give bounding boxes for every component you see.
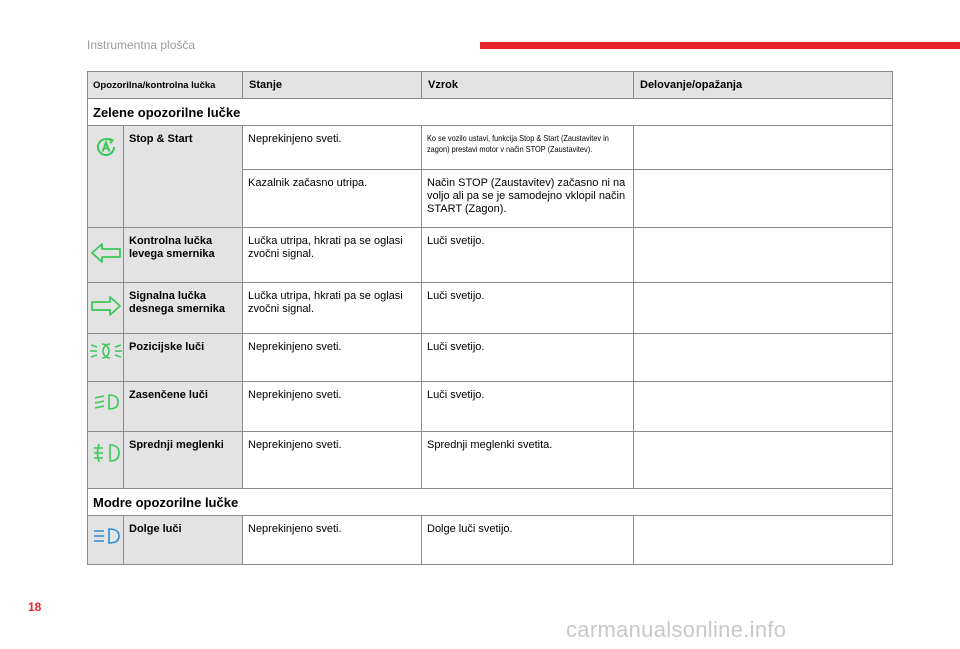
group-row-green <box>88 99 893 126</box>
column-header-state: Stanje <box>243 72 422 99</box>
group-title-green: Zelene opozorilne lučke <box>88 99 893 126</box>
group-row-blue <box>88 489 893 516</box>
section-accent-bar <box>480 42 960 49</box>
state-cell: Kazalnik začasno utripa. <box>243 170 422 228</box>
right-turn-signal-icon <box>90 295 122 317</box>
icon-cell <box>88 228 124 283</box>
column-header-action: Delovanje/opažanja <box>634 72 893 99</box>
icon-cell <box>88 126 124 228</box>
left-turn-signal-icon <box>90 242 122 264</box>
action-cell <box>634 126 893 170</box>
cause-cell: Sprednji meglenki svetita. <box>422 432 634 489</box>
warning-lights-table <box>87 71 893 565</box>
state-cell: Neprekinjeno sveti. <box>243 382 422 432</box>
lamp-name: Pozicijske luči <box>124 334 243 382</box>
table-header-row <box>88 72 893 99</box>
position-lights-icon <box>89 341 123 361</box>
page-number: 18 <box>28 600 42 614</box>
table-row <box>88 228 893 283</box>
action-cell <box>634 432 893 489</box>
icon-cell <box>88 283 124 334</box>
cause-cell: Luči svetijo. <box>422 283 634 334</box>
cause-cell: Luči svetijo. <box>422 228 634 283</box>
lamp-name: Signalna lučka desnega smernika <box>124 283 243 334</box>
cause-text: Ko se vozilo ustavi, funkcija Stop & Start (Zaustavitev in zagon) prestavi motor v način STOP (Zaustavitev). <box>427 133 609 154</box>
state-cell: Neprekinjeno sveti. <box>243 334 422 382</box>
table-row <box>88 516 893 565</box>
cause-cell <box>422 126 634 170</box>
column-header-cause: Vzrok <box>422 72 634 99</box>
state-cell: Neprekinjeno sveti. <box>243 432 422 489</box>
main-beam-icon <box>91 526 121 546</box>
lamp-name: Stop & Start <box>124 126 243 228</box>
section-title: Instrumentna plošča <box>87 38 196 52</box>
lamp-name: Zasenčene luči <box>124 382 243 432</box>
table-row <box>88 283 893 334</box>
cause-cell: Luči svetijo. <box>422 334 634 382</box>
action-cell <box>634 170 893 228</box>
state-cell: Neprekinjeno sveti. <box>243 126 422 170</box>
state-cell: Lučka utripa, hkrati pa se oglasi zvočni signal. <box>243 283 422 334</box>
action-cell <box>634 228 893 283</box>
stop-start-icon <box>94 135 118 159</box>
state-cell: Neprekinjeno sveti. <box>243 516 422 565</box>
state-cell: Lučka utripa, hkrati pa se oglasi zvočni signal. <box>243 228 422 283</box>
action-cell <box>634 382 893 432</box>
dipped-beam-icon <box>92 392 120 412</box>
lamp-name: Kontrolna lučka levega smernika <box>124 228 243 283</box>
table-row <box>88 126 893 170</box>
cause-cell: Način STOP (Zaustavitev) začasno ni na voljo ali pa se je samodejno vklopil način START (Zagon). <box>422 170 634 228</box>
lamp-name: Dolge luči <box>124 516 243 565</box>
table-row <box>88 382 893 432</box>
table-row <box>88 334 893 382</box>
front-fog-lamp-icon <box>92 442 120 464</box>
table-row <box>88 432 893 489</box>
lamp-name: Sprednji meglenki <box>124 432 243 489</box>
action-cell <box>634 516 893 565</box>
cause-cell: Luči svetijo. <box>422 382 634 432</box>
action-cell <box>634 283 893 334</box>
icon-cell <box>88 382 124 432</box>
icon-cell <box>88 516 124 565</box>
icon-cell <box>88 432 124 489</box>
action-cell <box>634 334 893 382</box>
column-header-lamp: Opozorilna/kontrolna lučka <box>88 72 243 99</box>
watermark: carmanualsonline.info <box>566 617 787 642</box>
cause-cell: Dolge luči svetijo. <box>422 516 634 565</box>
icon-cell <box>88 334 124 382</box>
group-title-blue: Modre opozorilne lučke <box>88 489 893 516</box>
